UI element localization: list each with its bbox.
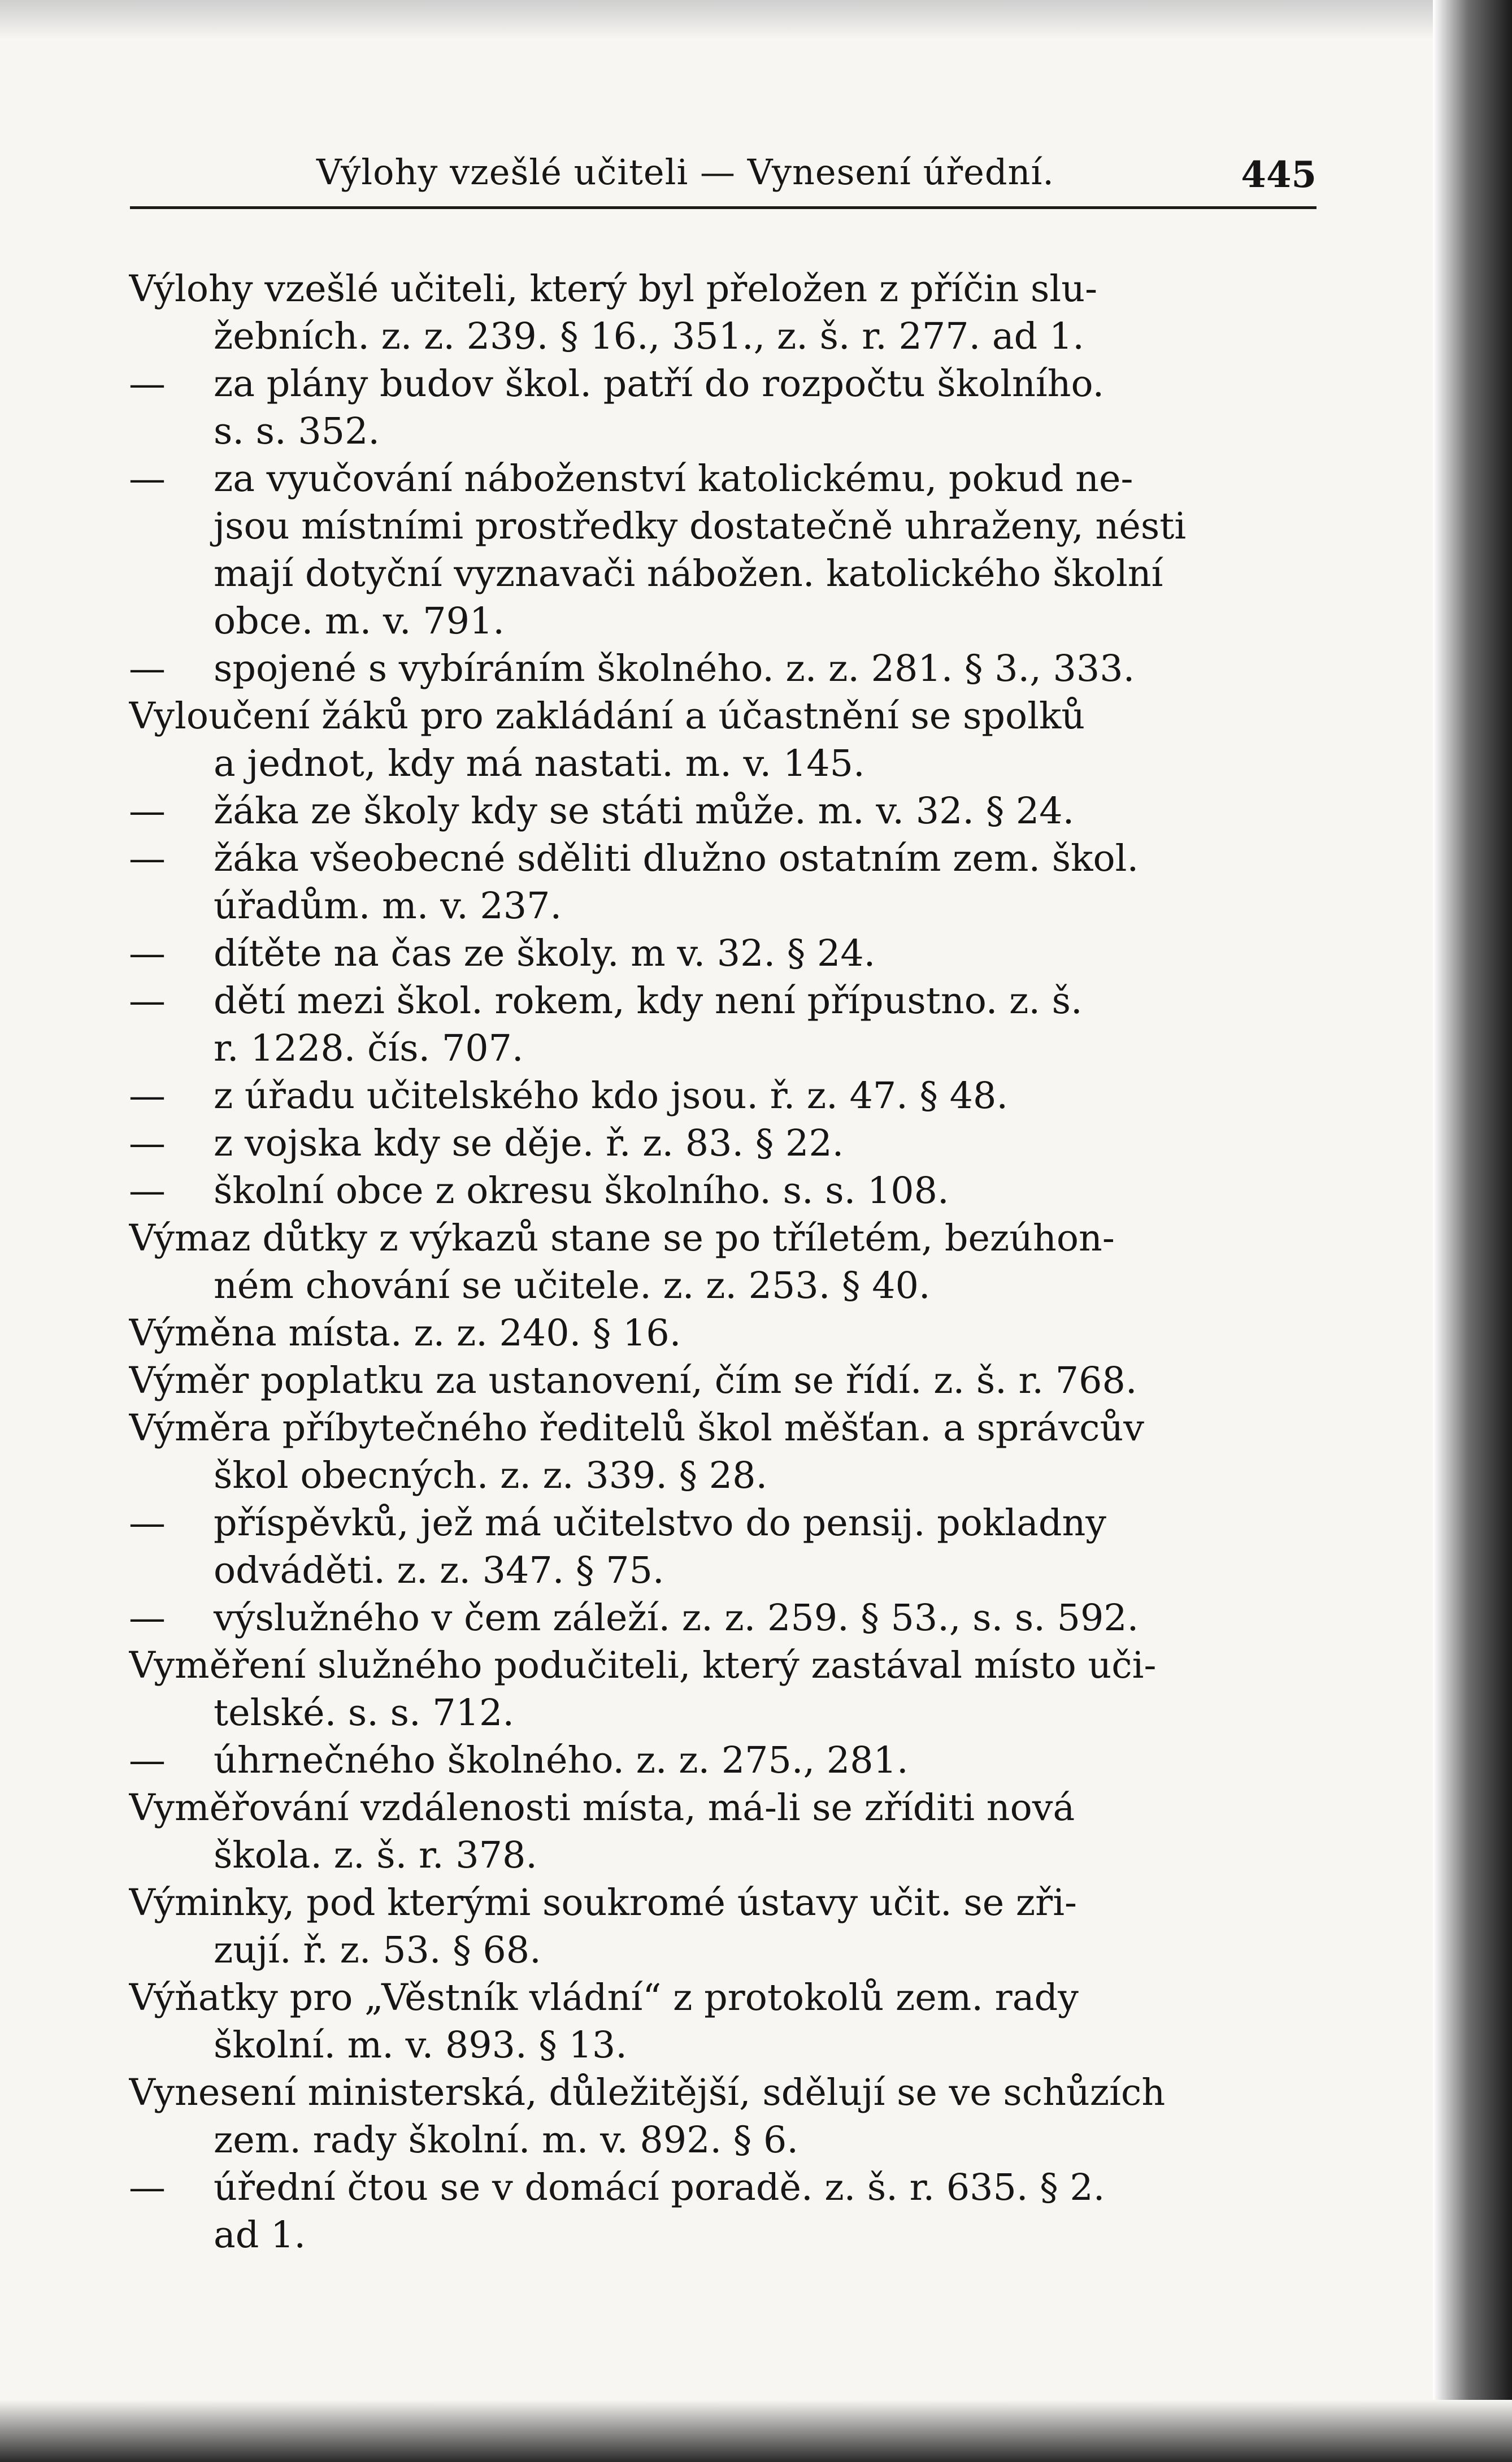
index-entry-continuation — [129, 1025, 1311, 1072]
entry-text: ném chování se učitele. z. z. 253. § 40. — [214, 1265, 931, 1307]
index-entry-continuation — [129, 313, 1311, 361]
index-subentry — [129, 978, 1311, 1025]
entry-text: zem. rady školní. m. v. 892. § 6. — [214, 2119, 798, 2161]
index-entry — [129, 1642, 1311, 1690]
index-entry-continuation — [129, 740, 1311, 788]
index-subentry — [129, 1737, 1311, 1784]
entry-dash: — — [129, 2166, 166, 2209]
index-entry-continuation — [129, 408, 1311, 455]
entry-text: úřední čtou se v domácí poradě. z. š. r. 635. § 2. — [214, 2166, 1105, 2209]
entry-dash: — — [129, 980, 166, 1022]
entry-text: mají dotyční vyznavači nábožen. katolického školní — [214, 553, 1163, 595]
index-subentry — [129, 1595, 1311, 1642]
index-subentry — [129, 2164, 1311, 2212]
index-subentry — [129, 1500, 1311, 1547]
index-subentry — [129, 1120, 1311, 1167]
entry-text: žebních. z. z. 239. § 16., 351., z. š. r. 277. ad 1. — [214, 315, 1084, 358]
index-subentry — [129, 788, 1311, 835]
entry-text: Vyměřování vzdálenosti místa, má-li se zříditi nová — [129, 1787, 1075, 1829]
index-entry-continuation — [129, 550, 1311, 598]
entry-dash: — — [129, 1739, 166, 1782]
entry-text: Výmaz důtky z výkazů stane se po tříletém, bezúhon- — [129, 1217, 1115, 1260]
index-subentry — [129, 1072, 1311, 1120]
entry-dash: — — [129, 1075, 166, 1117]
index-entry-continuation — [129, 883, 1311, 930]
running-title: Výlohy vzešlé učiteli — Vynesení úřední. — [316, 151, 1055, 193]
index-entry-continuation — [129, 2212, 1311, 2259]
index-entry-continuation — [129, 1832, 1311, 1879]
entry-text: jsou místními prostředky dostatečně uhraženy, nésti — [214, 505, 1187, 548]
page-bottom-edge-shadow — [0, 2400, 1512, 2462]
page-number: 445 — [1241, 154, 1317, 196]
entry-dash: — — [129, 932, 166, 975]
entry-dash: — — [129, 837, 166, 880]
index-entry — [129, 1879, 1311, 1927]
entry-text: s. s. 352. — [214, 410, 380, 453]
entry-dash: — — [129, 1122, 166, 1165]
entry-text: škol obecných. z. z. 339. § 28. — [214, 1454, 768, 1497]
entry-text: příspěvků, jež má učitelstvo do pensij. pokladny — [214, 1502, 1107, 1544]
entry-text: Vynesení ministerská, důležitější, sdělují se ve schůzích — [129, 2072, 1166, 2114]
entry-dash: — — [129, 458, 166, 500]
index-entry — [129, 1215, 1311, 1262]
index-entry — [129, 1974, 1311, 2022]
index-subentry — [129, 1167, 1311, 1215]
entry-text: žáka všeobecné sděliti dlužno ostatním zem. škol. — [214, 837, 1139, 880]
entry-text: Výminky, pod kterými soukromé ústavy učit. se zři- — [129, 1882, 1077, 1924]
index-subentry — [129, 361, 1311, 408]
index-entry — [129, 1357, 1311, 1405]
entry-text: za vyučování náboženství katolickému, pokud ne- — [214, 458, 1133, 500]
entry-text: Výlohy vzešlé učiteli, který byl přeložen z příčin slu- — [129, 268, 1098, 310]
page-top-edge — [0, 0, 1512, 40]
entry-text: odváděti. z. z. 347. § 75. — [214, 1549, 664, 1592]
entry-text: Výňatky pro „Věstník vládní“ z protokolů zem. rady — [129, 1977, 1079, 2019]
index-subentry — [129, 645, 1311, 693]
entry-text: úhrnečného školného. z. z. 275., 281. — [214, 1739, 909, 1782]
entry-text: a jednot, kdy má nastati. m. v. 145. — [214, 742, 865, 785]
entry-text: za plány budov škol. patří do rozpočtu školního. — [214, 363, 1105, 405]
entry-text: Výměr poplatku za ustanovení, čím se řídí. z. š. r. 768. — [129, 1360, 1137, 1402]
index-entry-continuation — [129, 1452, 1311, 1500]
entry-text: z vojska kdy se děje. ř. z. 83. § 22. — [214, 1122, 844, 1165]
index-entry — [129, 1405, 1311, 1452]
entry-text: dítěte na čas ze školy. m v. 32. § 24. — [214, 932, 876, 975]
index-subentry — [129, 930, 1311, 978]
index-entry — [129, 266, 1311, 313]
entry-text: Výměna místa. z. z. 240. § 16. — [129, 1312, 681, 1354]
entry-dash: — — [129, 648, 166, 690]
entry-text: dětí mezi škol. rokem, kdy není přípustno. z. š. — [214, 980, 1083, 1022]
entry-text: z úřadu učitelského kdo jsou. ř. z. 47. § 48. — [214, 1075, 1009, 1117]
entry-text: Vyměření služného podučiteli, který zastával místo uči- — [129, 1644, 1157, 1687]
entry-dash: — — [129, 1502, 166, 1544]
index-entry — [129, 1784, 1311, 1832]
entry-dash: — — [129, 363, 166, 405]
entry-text: úřadům. m. v. 237. — [214, 885, 562, 927]
entry-text: Vyloučení žáků pro zakládání a účastnění se spolků — [129, 695, 1085, 737]
index-entry-continuation — [129, 2022, 1311, 2069]
entry-dash: — — [129, 1170, 166, 1212]
header-rule — [130, 206, 1317, 209]
index-entry-continuation — [129, 1262, 1311, 1310]
index-subentry — [129, 455, 1311, 503]
index-entry — [129, 1310, 1311, 1357]
entry-dash: — — [129, 790, 166, 832]
entry-text: r. 1228. čís. 707. — [214, 1027, 524, 1070]
entry-text: spojené s vybíráním školného. z. z. 281. § 3., 333. — [214, 648, 1135, 690]
index-entry — [129, 2069, 1311, 2117]
entry-text: žáka ze školy kdy se státi může. m. v. 32. § 24. — [214, 790, 1075, 832]
index-entry-continuation — [129, 598, 1311, 645]
index-entry-continuation — [129, 1927, 1311, 1974]
entry-text: školní obce z okresu školního. s. s. 108. — [214, 1170, 949, 1212]
index-entry-continuation — [129, 2117, 1311, 2164]
index-entry — [129, 693, 1311, 740]
entry-text: obce. m. v. 791. — [214, 600, 505, 642]
index-entry-continuation — [129, 1547, 1311, 1595]
entry-text: Výměra příbytečného ředitelů škol měšťan. a správcův — [129, 1407, 1144, 1449]
index-entry-continuation — [129, 503, 1311, 550]
entry-text: škola. z. š. r. 378. — [214, 1834, 537, 1877]
page-right-edge-shadow — [1433, 0, 1512, 2462]
entry-text: ad 1. — [214, 2214, 306, 2256]
entry-text: zují. ř. z. 53. § 68. — [214, 1929, 541, 1972]
entry-dash: — — [129, 1597, 166, 1639]
index-entry-continuation — [129, 1690, 1311, 1737]
index-subentry — [129, 835, 1311, 883]
running-header — [130, 141, 1317, 203]
entry-text: telské. s. s. 712. — [214, 1692, 514, 1734]
index-entries — [129, 266, 1311, 2259]
entry-text: výslužného v čem záleží. z. z. 259. § 53., s. s. 592. — [214, 1597, 1139, 1639]
entry-text: školní. m. v. 893. § 13. — [214, 2024, 627, 2066]
